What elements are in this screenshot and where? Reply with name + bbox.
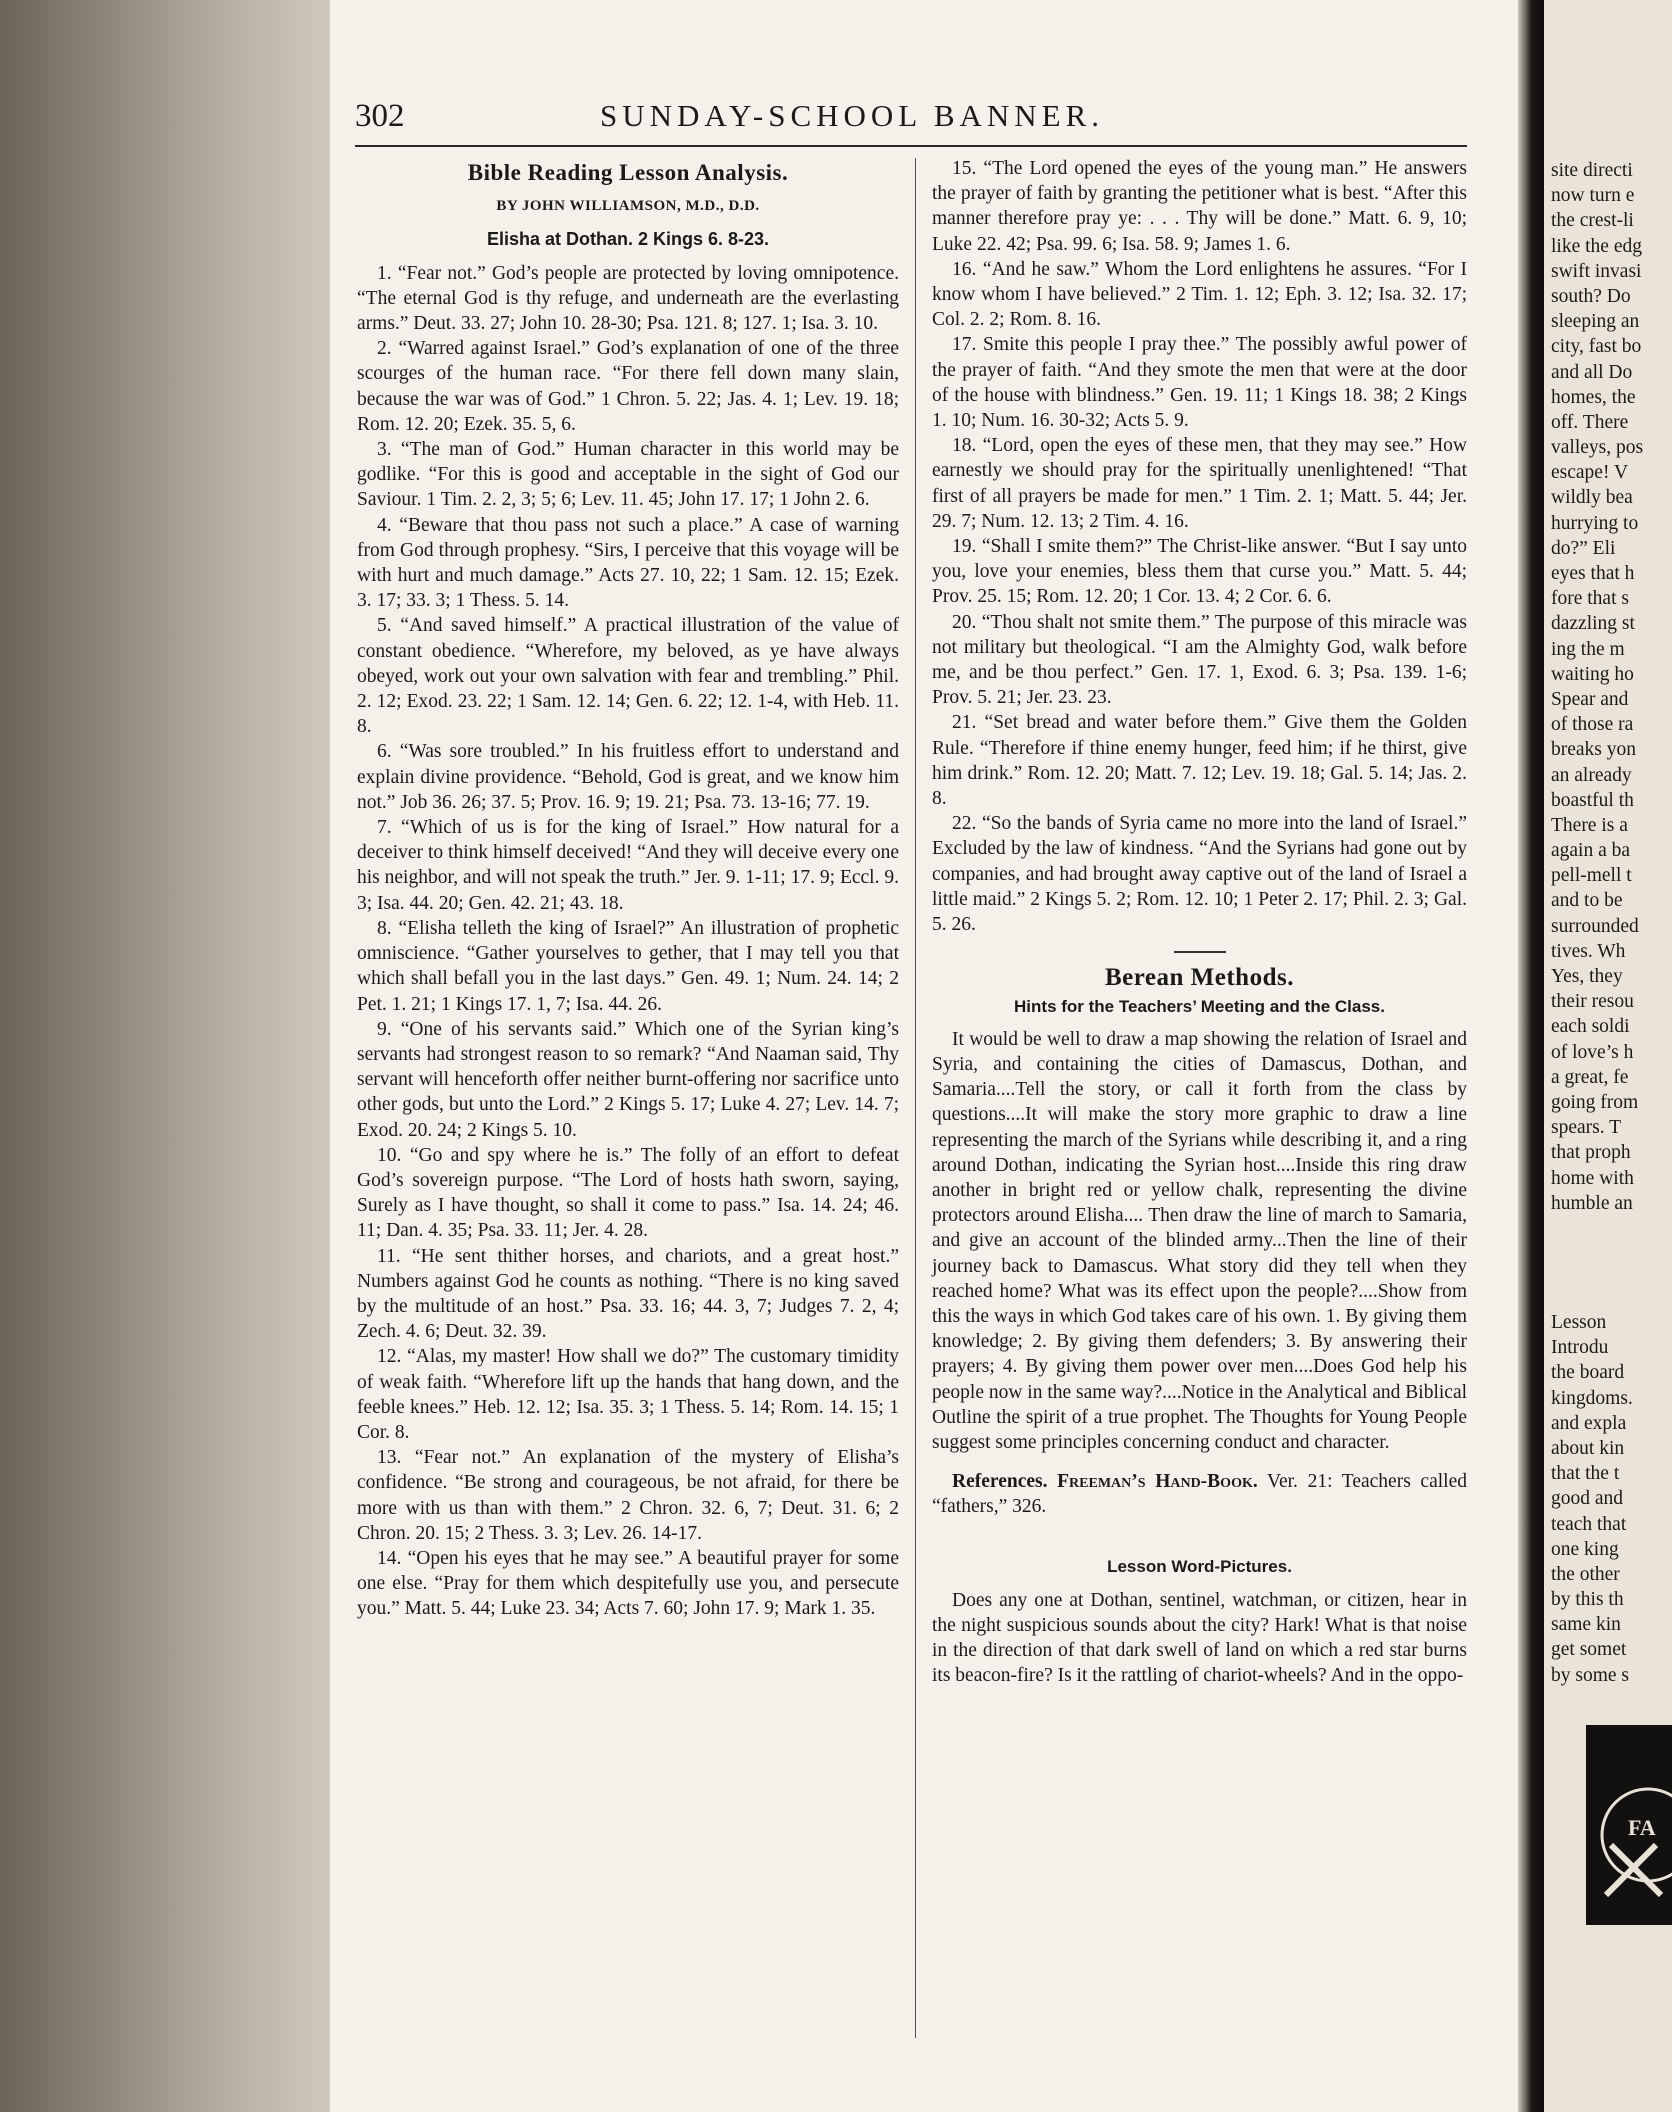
facing-page-line: like the edg [1551, 235, 1642, 257]
analysis-paragraph: 16. “And he saw.” Whom the Lord enlightens he assures. “For I know whom I have believed.” 2 Tim. 1. 12; Eph. 3. 12; Isa. 32. 17; Col. 2. 2; Rom. 8. 16. [932, 258, 1467, 331]
analysis-paragraph: 15. “The Lord opened the eyes of the young man.” He answers the prayer of faith by granting the petitioner what is best. “After this manner therefore pray ye: . . . Thy will be done.” Matt. 6. 9, 10; Luke 22. 42; Psa. 99. 6; Isa. 58. 9; James 1. 6. [932, 158, 1467, 255]
facing-page-text-bottom [1551, 1310, 1672, 1688]
analysis-paragraph: 14. “Open his eyes that he may see.” A beautiful prayer for some one else. “Pray for them which despitefully use you, and persecute you.” Matt. 5. 44; Luke 23. 34; Acts 7. 60; John 17. 9; Mark 1. 35. [357, 1547, 899, 1620]
facing-page-line: a great, fe [1551, 1066, 1629, 1088]
facing-page-line: wildly bea [1551, 487, 1633, 509]
facing-page-line: kingdoms. [1551, 1387, 1633, 1409]
word-pictures-heading: Lesson Word-Pictures. [1107, 1556, 1292, 1576]
column-rule [915, 158, 916, 2038]
facing-page-line: breaks yon [1551, 739, 1637, 761]
facing-page-line: by this th [1551, 1589, 1624, 1611]
berean-heading: Berean Methods. [1105, 964, 1294, 992]
analysis-paragraph: 18. “Lord, open the eyes of these men, that they may see.” How earnestly we should pray for the spiritually unenlightened! “That first of all prayers be made for men.” 1 Tim. 2. 1; Matt. 5. 44; Jer. 29. 7; Num. 12. 13; 2 Tim. 4. 16. [932, 435, 1467, 532]
facing-page-line: each soldi [1551, 1016, 1630, 1038]
facing-page-text-top [1551, 158, 1672, 1216]
facing-page-line: of those ra [1551, 714, 1634, 736]
references-book: Freeman’s Hand-Book. [1057, 1471, 1258, 1493]
analysis-paragraph: 10. “Go and spy where he is.” The folly of an effort to defeat God’s sovereign purpose. “The Lord of hosts hath sworn, saying, Surely as I have thought, so shall it come to pass.” Isa. 14. 24; 46. 11; Dan. 4. 35; Psa. 33. 11; Jer. 4. 28. [357, 1144, 899, 1242]
facing-page-line: humble an [1551, 1192, 1633, 1214]
facing-page-line: ing the m [1551, 638, 1625, 660]
facing-page-line: of love’s h [1551, 1041, 1634, 1063]
analysis-paragraph: 3. “The man of God.” Human character in this world may be godlike. “For this is good and acceptable in the sight of God our Saviour. 1 Tim. 2. 2, 3; 5; 6; Lev. 11. 45; John 17. 17; 1 John 2. 6. [357, 439, 899, 511]
references-line [932, 1469, 1467, 1519]
section-heading: Bible Reading Lesson Analysis. [467, 160, 789, 185]
facing-page-line: surrounded [1551, 915, 1639, 937]
facing-page-line: again a ba [1551, 840, 1631, 862]
facing-page-line: Lesson [1551, 1312, 1607, 1333]
facing-page-line: that the t [1551, 1463, 1620, 1485]
facing-page-line: and expla [1551, 1412, 1627, 1434]
analysis-paragraph: 13. “Fear not.” An explanation of the mystery of Elisha’s confidence. “Be strong and courageous, be not afraid, for there be more with us than with them.” 2 Chron. 32. 6, 7; Deut. 31. 6; 2 Chron. 20. 15; 2 Thess. 3. 3; Lev. 26. 14-17. [357, 1447, 899, 1544]
facing-page-line: and to be [1551, 890, 1623, 912]
facing-page-line: city, fast bo [1551, 336, 1642, 358]
facing-page-line: dazzling st [1551, 613, 1635, 635]
facing-page-line: sleeping an [1551, 311, 1640, 333]
facing-page-line: the other [1551, 1563, 1620, 1585]
facing-page-line: going from [1551, 1091, 1639, 1113]
references-text: Ver. 21: Teachers called “fathers,” 326. [932, 1471, 1467, 1518]
facing-page-line: now turn e [1551, 185, 1635, 207]
facing-page-line: hurrying to [1551, 512, 1639, 534]
section-divider [1174, 951, 1226, 953]
facing-page-line: eyes that h [1551, 563, 1635, 584]
analysis-paragraph: 17. Smite this people I pray thee.” The possibly awful power of the prayer of faith. “And they smote the men that were at the door of the house with blindness.” Gen. 19. 11; 1 Kings 18. 38; 2 Kings 1. 10; Num. 16. 30-32; Acts 5. 9. [932, 334, 1467, 432]
emblem-icon [1586, 1725, 1672, 1925]
lesson-subheading: Elisha at Dothan. 2 Kings 6. 8-23. [486, 229, 770, 250]
facing-page-line: waiting ho [1551, 663, 1634, 685]
facing-page-line: valleys, pos [1551, 437, 1644, 459]
analysis-paragraph: 9. “One of his servants said.” Which one of the Syrian king’s servants had strongest reason to so remark? “And Naaman said, Thy servant will henceforth offer neither burnt-offering nor sacrifice unto other gods, but unto the Lord.” 2 Kings 5. 17; Luke 4. 27; Lev. 14. 7; Exod. 20. 24; 2 Kings 5. 10. [357, 1018, 899, 1141]
header-rule [355, 145, 1467, 147]
facing-page-line: about kin [1551, 1437, 1625, 1459]
facing-page-line: the crest-li [1551, 210, 1634, 232]
analysis-paragraph: 21. “Set bread and water before them.” Give them the Golden Rule. “Therefore if thine enemy hunger, feed him; if he thirst, give him drink.” Rom. 12. 20; Matt. 7. 12; Lev. 19. 18; Gal. 5. 14; Jas. 2. 8. [932, 712, 1467, 810]
facing-page-line: spears. T [1551, 1117, 1622, 1139]
facing-page-line: escape! V [1551, 462, 1629, 484]
word-pictures-paragraph: Does any one at Dothan, sentinel, watchman, or citizen, hear in the night suspicious sounds about the city? Hark! What is that noise in the direction of that dark swell of land on which a red star burns its beacon-fire? Is it the rattling of chariot-wheels? And in the oppo- [932, 1589, 1467, 1687]
left-column [357, 160, 899, 1622]
facing-page-line: pell-mell t [1551, 865, 1632, 887]
facing-page-line: off. There [1551, 411, 1629, 433]
facing-page-line: swift invasi [1551, 260, 1642, 282]
facing-page-line: good and [1551, 1488, 1624, 1510]
facing-page-line: get somet [1551, 1639, 1627, 1661]
analysis-paragraph: 19. “Shall I smite them?” The Christ-like answer. “But I say unto you, love your enemies, bless them that curse you.” Matt. 5. 44; Prov. 25. 15; Rom. 12. 20; 1 Cor. 13. 4; 2 Cor. 6. 6. [932, 536, 1467, 608]
emblem-image [1586, 1725, 1672, 1925]
running-title: SUNDAY-SCHOOL BANNER. [600, 98, 1105, 133]
facing-page-line: by some s [1551, 1664, 1629, 1686]
emblem-text: FA [1628, 1815, 1656, 1840]
facing-page-line: homes, the [1551, 386, 1636, 408]
facing-page-line: Spear and [1551, 688, 1629, 710]
facing-page-line: one king [1551, 1538, 1619, 1560]
facing-page-line: Introdu [1551, 1337, 1609, 1359]
facing-page-line: an already [1551, 764, 1632, 786]
analysis-paragraph: 7. “Which of us is for the king of Israel.” How natural for a deceiver to think himself deceived! “And they will deceive every one his neighbor, and will not speak the truth.” Jer. 9. 1-11; 17. 9; Eccl. 9. 3; Isa. 44. 20; Gen. 42. 21; 43. 18. [357, 817, 899, 914]
right-column [932, 156, 1467, 1689]
analysis-paragraph: 12. “Alas, my master! How shall we do?” The customary timidity of weak faith. “Wherefore lift up the hands that hang down, and the feeble knees.” Heb. 12. 12; Isa. 35. 3; 1 Thess. 5. 14; Rom. 14. 15; 1 Cor. 8. [357, 1346, 899, 1443]
facing-page-line: home with [1551, 1167, 1634, 1189]
facing-page-line: fore that s [1551, 588, 1629, 610]
analysis-paragraph: 6. “Was sore troubled.” In his fruitless effort to understand and explain divine providence. “Behold, God is great, and we know him not.” Job 36. 26; 37. 5; Prov. 16. 9; 19. 21; Psa. 73. 13-16; 77. 19. [357, 741, 899, 813]
facing-page-line: boastful th [1551, 789, 1634, 811]
analysis-paragraph: 1. “Fear not.” God’s people are protected by loving omnipotence. “The eternal God is thy refuge, and underneath are the everlasting arms.” Deut. 33. 27; John 10. 28-30; Psa. 121. 8; 127. 1; Isa. 3. 10. [357, 262, 899, 335]
analysis-paragraph: 5. “And saved himself.” A practical illustration of the value of constant obedience. “Wherefore, my beloved, as ye have always obeyed, work out your own salvation with fear and trembling.” Phil. 2. 12; Exod. 23. 22; 1 Sam. 12. 14; Gen. 6. 22; 12. 1-4, with Heb. 11. 8. [357, 615, 899, 738]
facing-page-line: their resou [1551, 991, 1634, 1013]
analysis-paragraph: 4. “Beware that thou pass not such a place.” A case of warning from God through prophesy. “Sirs, I perceive that this voyage will be with hurt and much damage.” Acts 27. 10, 22; 1 Sam. 12. 15; Ezek. 3. 17; 33. 3; 1 Thess. 5. 14. [357, 514, 899, 612]
facing-page-line: There is a [1551, 814, 1628, 836]
facing-page-line: site directi [1551, 160, 1633, 181]
byline: BY JOHN WILLIAMSON, M.D., D.D. [496, 198, 760, 215]
facing-page-line: do?” Eli [1551, 537, 1616, 559]
facing-page-line: teach that [1551, 1513, 1627, 1535]
page-number: 302 [355, 98, 405, 134]
facing-page-line: that proph [1551, 1142, 1631, 1164]
facing-page-line: south? Do [1551, 285, 1631, 307]
facing-page-line: and all Do [1551, 361, 1633, 383]
analysis-paragraph: 11. “He sent thither horses, and chariots, and a great host.” Numbers against God he counts as nothing. “There is no king saved by the multitude of an host.” Psa. 33. 16; 44. 3, 7; Judges 7. 2, 4; Zech. 4. 6; Deut. 32. 39. [357, 1245, 899, 1343]
references-label: References. [952, 1471, 1048, 1493]
hints-heading: Hints for the Teachers’ Meeting and the Class. [1014, 996, 1385, 1016]
facing-page-line: tives. Wh [1551, 940, 1626, 962]
analysis-paragraph: 8. “Elisha telleth the king of Israel?” An illustration of prophetic omniscience. “Gather yourselves to gether, that I may tell you that which shall befall you in the last days.” Gen. 49. 1; Num. 24. 14; 2 Pet. 1. 21; 1 Kings 17. 1, 7; Isa. 44. 26. [357, 917, 899, 1015]
analysis-paragraph: 22. “So the bands of Syria came no more into the land of Israel.” Excluded by the law of kindness. “And the Syrians had gone out by companies, and had brought away captive out of the land of Israel a little maid.” 2 Kings 5. 2; Rom. 12. 10; 1 Peter 2. 17; Phil. 2. 3; Gal. 5. 26. [932, 813, 1467, 936]
facing-page-line: the board [1551, 1362, 1625, 1384]
facing-page-line: Yes, they [1551, 966, 1623, 987]
berean-paragraph: It would be well to draw a map showing the relation of Israel and Syria, and containing the cities of Damascus, Dothan, and Samaria....Tell the story, or call it forth from the class by questions....It will make the story more graphic to draw a line representing the march of the Syrians while describing it, and a ring around Dothan, indicating the Syrian host....Inside this ring draw another in bright red or yellow chalk, representing the divine protectors around Elisha.... Then draw the line of march to Samaria, and give an account of the blinded army...Then the line of their journey back to Damascus. What story did they tell when they reached home? What was its effect upon the people?....Show from this the ways in which God takes care of his own. 1. By giving them knowledge; 2. By giving them defenders; 3. By answering their prayers; 4. By giving them power over men....Does God help his people now in the same way?....Notice in the Analytical and Biblical Outline the spirit of a true prophet. The Thoughts for Young People suggest some principles concerning conduct and character. [932, 1028, 1468, 1453]
book-edge [0, 0, 330, 2112]
analysis-paragraph: 2. “Warred against Israel.” God’s explanation of one of the three scourges of the human race. “For there fell down many slain, because the war was of God.” 1 Chron. 5. 22; Jas. 4. 1; Lev. 19. 18; Rom. 12. 20; Ezek. 35. 5, 6. [357, 338, 899, 435]
analysis-paragraph: 20. “Thou shalt not smite them.” The purpose of this miracle was not military but theological. “I am the Almighty God, walk before me, and be thou perfect.” Gen. 17. 1, Exod. 6. 3; Psa. 139. 1-6; Prov. 5. 21; Jer. 23. 23. [932, 611, 1467, 709]
facing-page-line: same kin [1551, 1614, 1621, 1636]
